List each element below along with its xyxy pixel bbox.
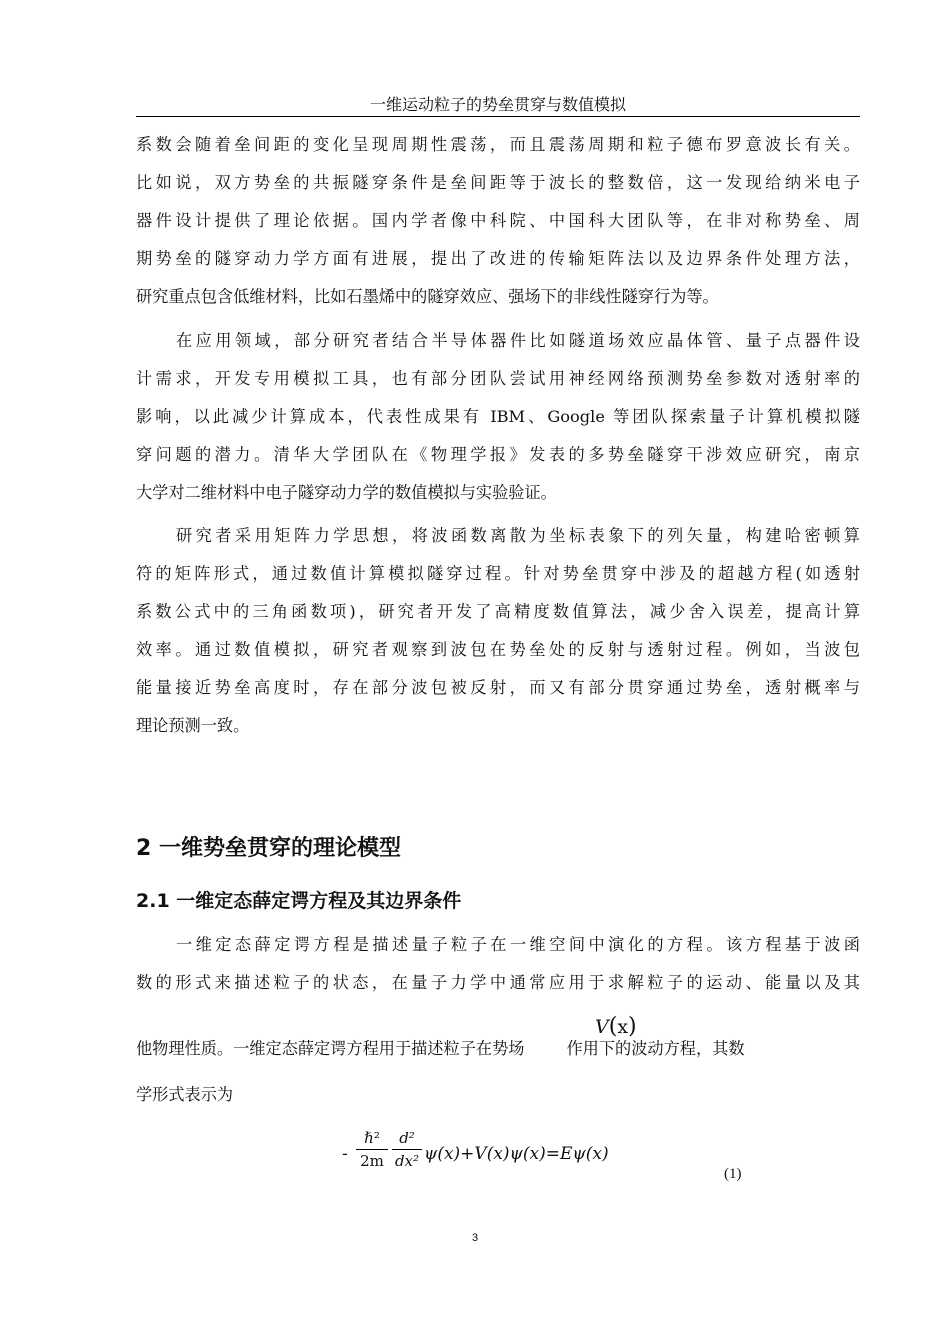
page-number: 3 xyxy=(471,1232,479,1244)
paragraph-5 xyxy=(136,1030,860,1068)
text-line: 计需求，开发专用模拟工具，也有部分团队尝试用神经网络预测势垒参数对透射率的 xyxy=(136,369,860,388)
paragraph-2 xyxy=(136,322,860,512)
fraction-derivative xyxy=(392,1128,422,1171)
paragraph-3 xyxy=(136,517,860,745)
text-line: 效率。通过数值模拟，研究者观察到波包在势垒处的反射与透射过程。例如，当波包 xyxy=(136,640,860,659)
text-line: 理论预测一致。 xyxy=(136,716,250,735)
math-paren: ) xyxy=(628,1014,637,1039)
paragraph-1 xyxy=(136,126,860,316)
math-paren: ( xyxy=(608,1014,618,1039)
fraction-numerator: ℏ² xyxy=(364,1129,380,1147)
text-line: 学形式表示为 xyxy=(136,1085,234,1104)
text-before-math: 他物理性质。一维定态薛定谔方程用于描述粒子在势场 xyxy=(136,1039,525,1058)
text-after-math: 作用下的波动方程，其数 xyxy=(566,1039,745,1058)
fraction-denominator: 2m xyxy=(360,1152,384,1170)
math-arg: x xyxy=(617,1016,629,1038)
fraction-numerator: d² xyxy=(399,1129,415,1147)
fraction-hbar xyxy=(356,1128,388,1171)
text-line xyxy=(136,1030,860,1068)
math-symbol: V xyxy=(595,1016,609,1038)
equation-number: (1) xyxy=(724,1166,742,1182)
fraction-bar xyxy=(356,1149,388,1150)
text-line: 期势垒的隧穿动力学方面有进展，提出了改进的传输矩阵法以及边界条件处理方法， xyxy=(136,249,860,268)
fraction-bar xyxy=(392,1149,422,1150)
fraction-denominator: dx² xyxy=(394,1152,420,1170)
text-line: 比如说，双方势垒的共振隧穿条件是垒间距等于波长的整数倍，这一发现给纳米电子 xyxy=(136,173,860,192)
schrodinger-equation xyxy=(338,1128,638,1186)
paragraph-6 xyxy=(136,1076,860,1114)
text-line: 研究者采用矩阵力学思想，将波函数离散为坐标表象下的列矢量，构建哈密顿算 xyxy=(176,526,860,545)
equation-minus: - xyxy=(342,1144,348,1164)
text-line: 研究重点包含低维材料，比如石墨烯中的隧穿效应、强场下的非线性隧穿行为等。 xyxy=(136,287,719,306)
text-line: 影响，以此减少计算成本，代表性成果有 IBM、Google 等团队探索量子计算机模拟隧 xyxy=(136,407,860,426)
text-line: 器件设计提供了理论依据。国内学者像中科院、中国科大团队等，在非对称势垒、周 xyxy=(136,211,860,230)
subsection-heading: 2.1 一维定态薛定谔方程及其边界条件 xyxy=(136,890,462,912)
section-heading: 2 一维势垒贯穿的理论模型 xyxy=(136,836,401,861)
text-line: 系数公式中的三角函数项)，研究者开发了高精度数值算法，减少舍入误差，提高计算 xyxy=(136,602,860,621)
text-line: 数的形式来描述粒子的状态，在量子力学中通常应用于求解粒子的运动、能量以及其 xyxy=(136,973,860,992)
text-line: 一维定态薛定谔方程是描述量子粒子在一维空间中演化的方程。该方程基于波函 xyxy=(176,935,860,954)
running-header: 一维运动粒子的势垒贯穿与数值模拟 xyxy=(136,94,860,117)
text-line: 大学对二维材料中电子隧穿动力学的数值模拟与实验验证。 xyxy=(136,483,557,502)
text-line: 系数会随着垒间距的变化呈现周期性震荡，而且震荡周期和粒子德布罗意波长有关。 xyxy=(136,135,860,154)
text-line: 在应用领域，部分研究者结合半导体器件比如隧道场效应晶体管、量子点器件设 xyxy=(176,331,860,350)
inline-math-potential xyxy=(595,1014,637,1039)
equation-rest: ψ(x)+V(x)ψ(x)=Eψ(x) xyxy=(424,1144,609,1164)
text-line: 能量接近势垒高度时，存在部分波包被反射，而又有部分贯穿通过势垒，透射概率与 xyxy=(136,678,860,697)
paragraph-4 xyxy=(136,926,860,1002)
text-line: 穿问题的潜力。清华大学团队在《物理学报》发表的多势垒隧穿干涉效应研究，南京 xyxy=(136,445,860,464)
text-line: 符的矩阵形式，通过数值计算模拟隧穿过程。针对势垒贯穿中涉及的超越方程(如透射 xyxy=(136,564,860,583)
